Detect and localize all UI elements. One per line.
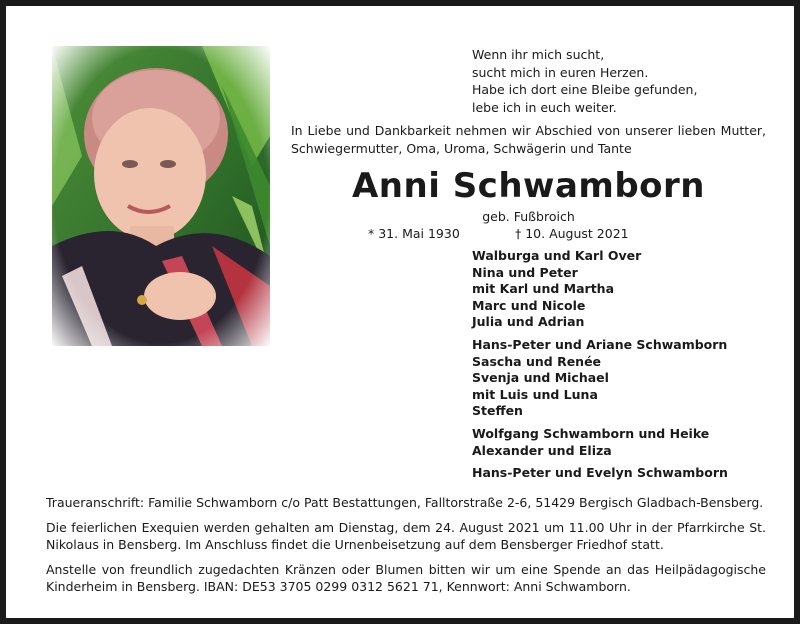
poem-line: lebe ich in euch weiter. [472,99,617,115]
portrait-photo [52,46,270,346]
poem [472,46,772,116]
intro-text: In Liebe und Dankbarkeit nehmen wir Abschied von unserer lieben Mutter, Schwiegermutter, Oma, Uroma, Schwägerin und Tante [291,123,766,156]
poem-line: sucht mich in euren Herzen. [472,64,649,80]
mourner-line: Sascha und Renée [472,353,602,369]
poem-line: Wenn ihr mich sucht, [472,47,605,62]
mourner-line: Alexander und Eliza [472,442,612,458]
mourner-line: Svenja und Michael [472,370,609,386]
birth-date: * 31. Mai 1930 [368,226,460,241]
mourner-line: Julia und Adrian [472,314,585,330]
mourner-line: mit Karl und Martha [472,281,615,297]
footer [46,494,766,603]
mourner-line: Hans-Peter und Ariane Schwamborn [472,336,728,352]
mourner-line: Hans-Peter und Evelyn Schwamborn [472,465,728,481]
funeral-address: Traueranschrift: Familie Schwamborn c/o Patt Bestattungen, Falltorstraße 2-6, 51429 Bergisch Gladbach-Bensberg. [46,495,764,510]
donation-request: Anstelle von freundlich zugedachten Kränzen oder Blumen bitten wir um eine Spende an das Heilpädagogische Kinderheim in Bensberg. IBAN: DE53 3705 0299 0312 5621 71, Kennwort: Anni Schwamborn. [46,561,766,594]
mourner-line: Steffen [472,403,523,419]
mourner-line: mit Luis und Luna [472,386,598,402]
poem-line: Habe ich dort eine Bleibe gefunden, [472,82,698,97]
death-date: † 10. August 2021 [515,226,629,241]
mourner-group [472,337,772,420]
mourner-group [472,465,772,482]
service-details: Die feierlichen Exequien werden gehalten am Dienstag, dem 24. August 2021 um 11.00 Uhr in der Pfarrkirche St. Nikolaus in Bensberg. Im Anschluss findet die Urnenbeisetzung auf dem Bensberger Friedhof statt. [46,519,766,552]
mourner-line: Walburga und Karl Over [472,248,642,263]
birth-name: geb. Fußbroich [482,209,575,224]
mourner-line: Wolfgang Schwamborn und Heike [472,425,710,441]
mourner-line: Marc und Nicole [472,297,586,313]
mourner-group [472,426,772,459]
mourners-list [472,248,772,488]
deceased-name: Anni Schwamborn [351,166,705,206]
mourner-line: Nina und Peter [472,264,578,280]
mourner-group [472,248,772,331]
